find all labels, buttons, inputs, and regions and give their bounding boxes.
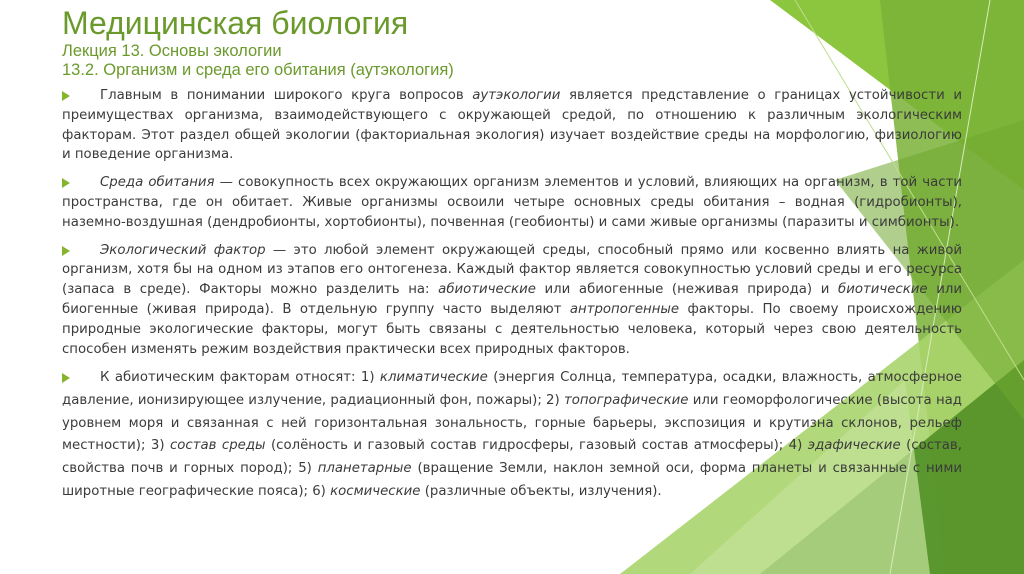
slide-title-block: [62, 4, 454, 80]
paragraph-text: (энергия Солнца, температура, осадки, влажность, атмосферное давление, ионизирующее излучение, радиационный фон, пожары); 2): [62, 370, 962, 409]
paragraph-text: (состав, свойства почв и горных пород); 5): [62, 438, 962, 477]
italic-term: космические: [330, 483, 421, 499]
paragraph-abiotic-factors: [62, 367, 962, 503]
paragraph-autecology: [62, 86, 962, 165]
triangle-right-icon: [62, 178, 70, 188]
italic-term: абиотические: [438, 282, 536, 298]
paragraph-text: или абиогенные (неживая природа) и: [535, 282, 838, 298]
slide-subtitle-line-1: Лекция 13. Основы экологии: [62, 42, 282, 60]
paragraph-text: — это любой элемент окружающей среды, способный прямо или косвенно влиять на живой организм, хотя бы на одном из этапов его онтогенеза. Каждый фактор является совокупностью условий среды и его ресурса (запаса в среде). Факторы можно разделить на:: [62, 242, 962, 298]
italic-term: Экологический фактор: [100, 242, 266, 258]
triangle-right-icon: [62, 246, 70, 256]
paragraph-text: — совокупность всех окружающих организм элементов и условий, влияющих на организм, в той части пространства, где он обитает. Живые организмы освоили четыре основных среды обитания – водная (гидробионты), наземно-воздушная (дендробионты, хортобионты), почвенная (геобионты) и сами живые организмы (паразиты и симбионты).: [62, 175, 963, 230]
paragraph-text: (вращение Земли, наклон земной оси, форма планеты и связанные с ними широтные географические пояса); 6): [62, 461, 962, 499]
italic-term: аутэкологии: [472, 88, 561, 103]
triangle-right-icon: [62, 91, 70, 101]
italic-term: топографические: [563, 393, 689, 409]
paragraph-text: или биогенные (живая природа). В отдельную группу часто выделяют: [62, 282, 962, 317]
paragraph-text: (солёность и газовый состав гидросферы, газовый состав атмосферы); 4): [265, 438, 808, 454]
italic-term: антропогенные: [569, 301, 680, 317]
paragraph-text: Главным в понимании широкого круга вопросов: [100, 88, 473, 103]
triangle-right-icon: [62, 373, 70, 383]
paragraph-text: факторы. По своему происхождению природные экологические факторы, могут быть связаны с деятельностью человека, который через свою деятельность способен изменять режим воздействия практически всех природных факторов.: [62, 301, 962, 357]
italic-term: биотические: [838, 282, 928, 298]
paragraph-text: К абиотическим факторам относят: 1): [100, 370, 380, 386]
italic-term: планетарные: [317, 461, 412, 477]
paragraph-text: (различные объекты, излучения).: [420, 483, 662, 499]
paragraph-ecological-factor: [62, 241, 962, 360]
slide-subtitle-line-2: 13.2. Организм и среда его обитания (аутэкология): [62, 61, 454, 79]
slide-body: [62, 86, 962, 504]
italic-term: эдафические: [807, 438, 901, 454]
slide-title: Медицинская биология: [62, 5, 409, 41]
paragraph-text: или геоморфологические (высота над уровнем моря и связанная с ней горизонтальная зональность, горные барьеры, экспозиция и крутизна склонов, рельеф местности); 3): [62, 393, 962, 454]
italic-term: Среда обитания: [100, 175, 215, 191]
paragraph-text: является представление о границах устойчивости и преимуществах организма, взаимодействующего с окружающей средой, по отношению к различным экологическим факторам. Этот раздел общей экологии (факториальная экология) изучает воздействие среды на морфологию, физиологию и поведение организма.: [62, 88, 962, 163]
italic-term: климатические: [379, 370, 488, 386]
italic-term: состав среды: [169, 438, 266, 454]
paragraph-habitat: [62, 173, 962, 232]
